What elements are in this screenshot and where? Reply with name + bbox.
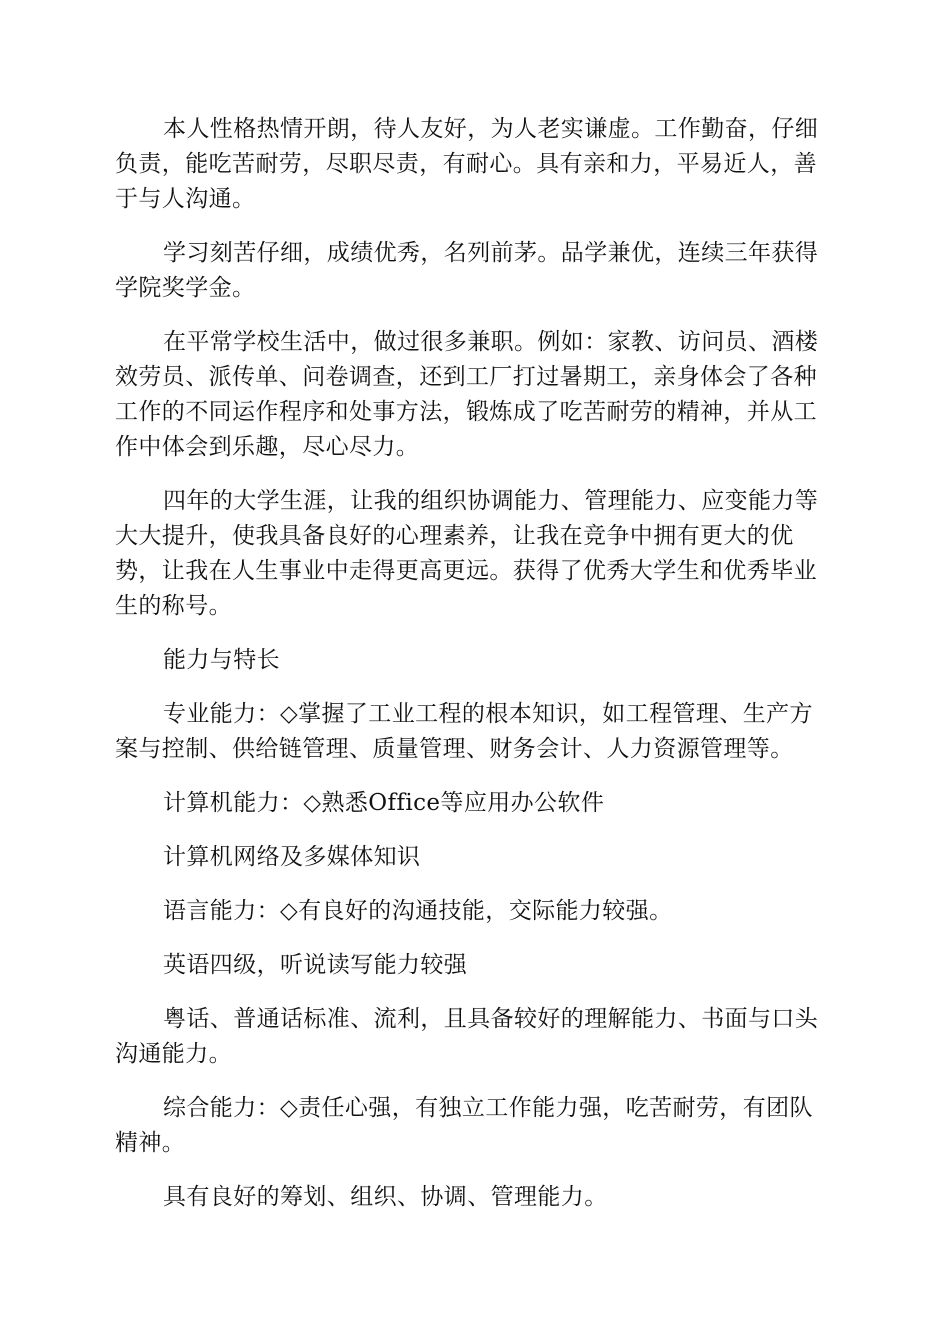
paragraph-general-skills: 综合能力：◇责任心强，有独立工作能力强，吃苦耐劳，有团队精神。 xyxy=(115,1095,813,1156)
paragraph-computer-skills: 计算机能力：◇熟悉Office等应用办公软件 xyxy=(163,790,605,816)
paragraph-language-skills: 语言能力：◇有良好的沟通技能，交际能力较强。 xyxy=(163,898,673,924)
paragraph-management-skills: 具有良好的筹划、组织、协调、管理能力。 xyxy=(163,1184,608,1210)
paragraph-study: 学习刻苦仔细，成绩优秀，名列前茅。品学兼优，连续三年获得学院奖学金。 xyxy=(115,240,819,301)
paragraph-university-life: 四年的大学生涯，让我的组织协调能力、管理能力、应变能力等大大提升，使我具备良好的心理素养，让我在竞争中拥有更大的优势，让我在人生事业中走得更高更远。获得了优秀大学生和优秀毕业生的称号。 xyxy=(115,488,819,619)
paragraph-part-time-jobs: 在平常学校生活中，做过很多兼职。例如：家教、访问员、酒楼效劳员、派传单、问卷调查，还到工厂打过暑期工，亲身体会了各种工作的不同运作程序和处事方法，锻炼成了吃苦耐劳的精神，并从工作中体会到乐趣，尽心尽力。 xyxy=(115,329,819,460)
paragraph-personality: 本人性格热情开朗，待人友好，为人老实谦虚。工作勤奋，仔细负责，能吃苦耐劳，尽职尽责，有耐心。具有亲和力，平易近人，善于与人沟通。 xyxy=(115,116,819,212)
document-body xyxy=(115,112,835,1234)
paragraph-network-multimedia: 计算机网络及多媒体知识 xyxy=(163,844,421,870)
paragraph-dialects: 粤话、普通话标准、流利，且具备较好的理解能力、书面与口头沟通能力。 xyxy=(115,1006,819,1067)
paragraph-professional-skills: 专业能力：◇掌握了工业工程的根本知识，如工程管理、生产方案与控制、供给链管理、质量管理、财务会计、人力资源管理等。 xyxy=(115,701,813,762)
section-heading-skills: 能力与特长 xyxy=(163,647,280,673)
paragraph-english-level: 英语四级，听说读写能力较强 xyxy=(163,952,468,978)
